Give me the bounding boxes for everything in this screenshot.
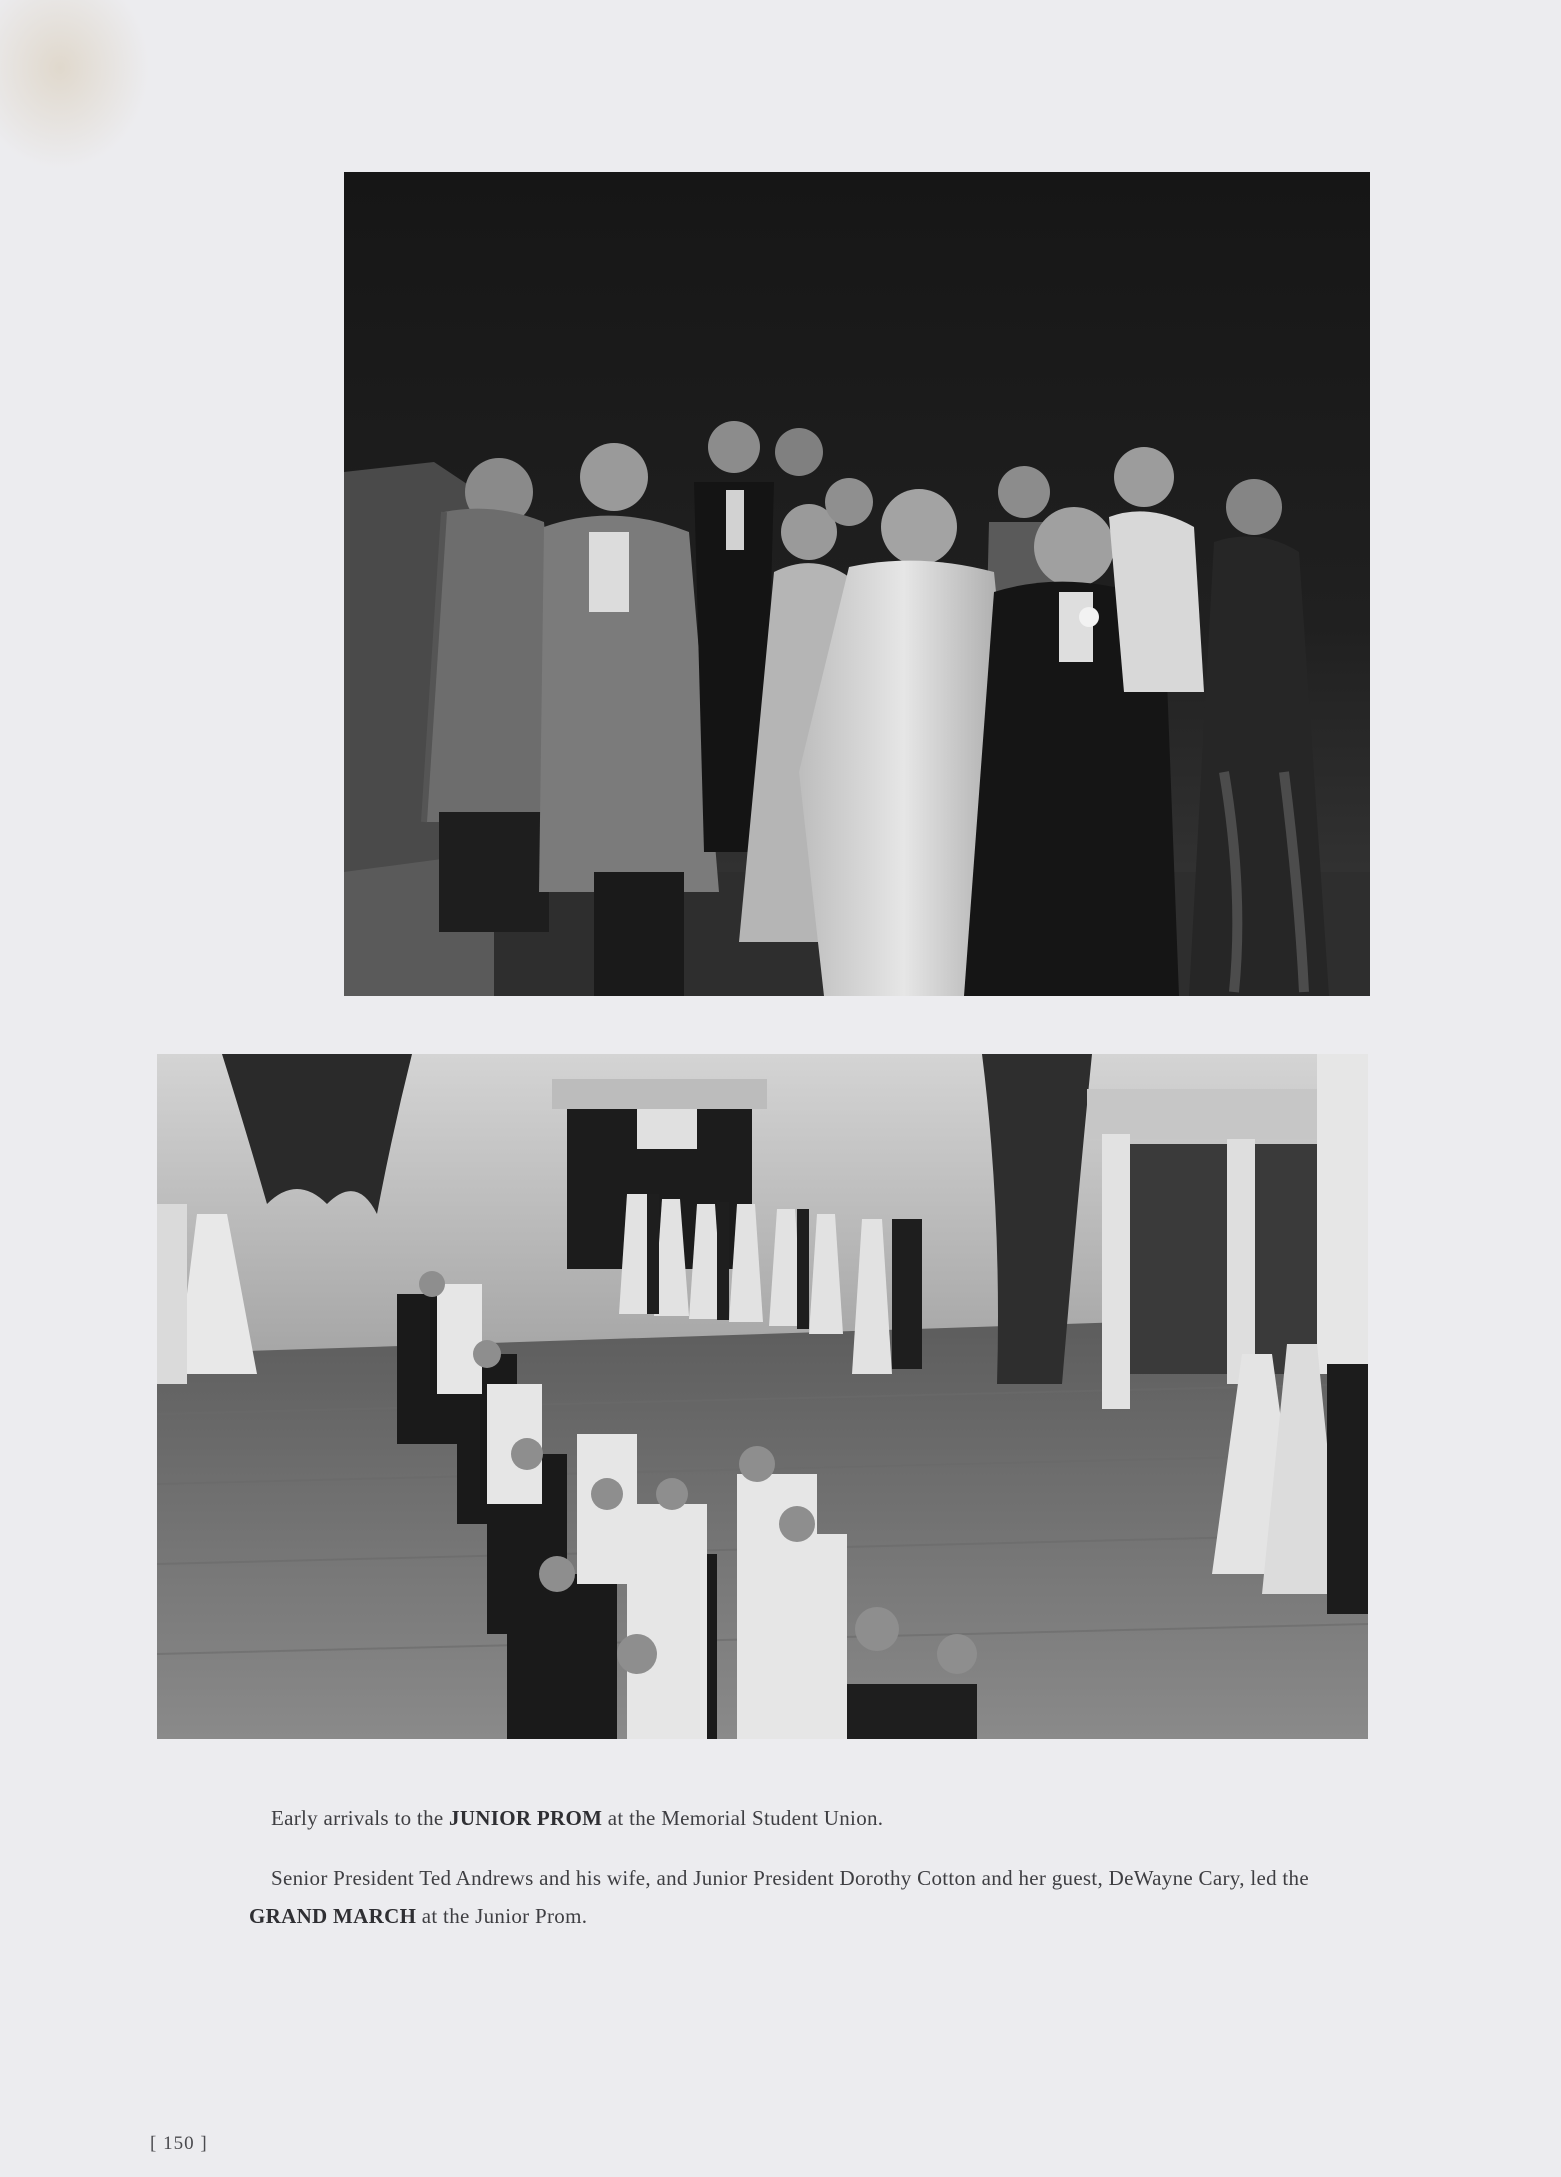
caption-grand-march-tail: at the Junior Prom.: [416, 1904, 588, 1928]
paper-stain: [0, 0, 150, 170]
caption-junior-prom-bold: JUNIOR PROM: [449, 1806, 603, 1830]
photo-grand-march-image: [157, 1054, 1368, 1739]
caption-grand-march-lead: Senior President Ted Andrews and his wife, and Junior President Dorothy Cotton and her guest, DeWayne Cary, led the: [271, 1866, 1309, 1890]
photo-early-arrivals-image: [344, 172, 1370, 996]
caption-grand-march: [249, 1859, 1329, 1935]
photo-grand-march: [157, 1054, 1368, 1739]
caption-early-arrivals-lead: Early arrivals to the: [271, 1806, 450, 1830]
photo-early-arrivals: [344, 172, 1370, 996]
caption-grand-march-bold: GRAND MARCH: [249, 1904, 417, 1928]
caption-early-arrivals-tail: at the Memorial Student Union.: [602, 1806, 884, 1830]
caption-early-arrivals: [271, 1799, 1321, 1837]
page-number: [ 150 ]: [150, 2133, 208, 2154]
